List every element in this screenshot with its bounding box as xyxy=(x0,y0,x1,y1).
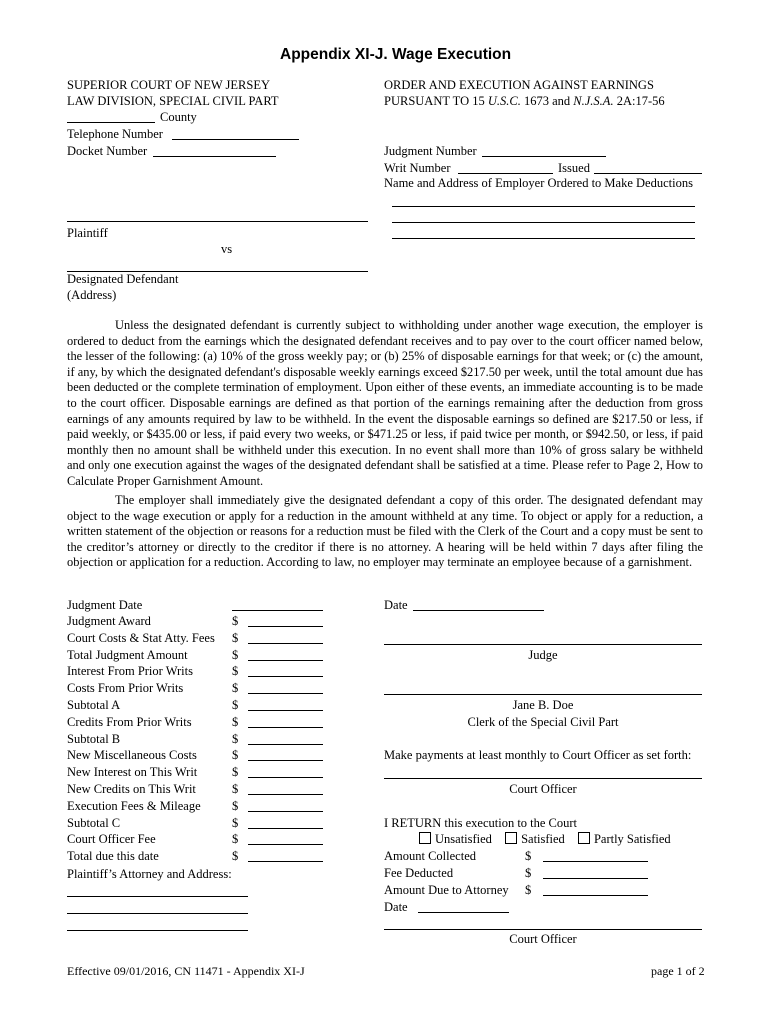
court-name: SUPERIOR COURT OF NEW JERSEY xyxy=(67,78,270,92)
ledger-item-currency: $ xyxy=(232,714,239,729)
writ-number-label: Writ Number xyxy=(384,161,451,175)
employer-label: Name and Address of Employer Ordered to Make Deductions xyxy=(384,176,693,190)
versus-label: vs xyxy=(221,242,233,256)
ledger-item-label: Subtotal B xyxy=(67,731,121,746)
clerk-signature-line[interactable] xyxy=(384,694,702,695)
plaintiff-input[interactable] xyxy=(67,221,368,222)
ledger-item-input[interactable] xyxy=(248,727,323,728)
docket-input[interactable] xyxy=(153,156,276,157)
unsatisfied-checkbox[interactable] xyxy=(419,832,431,844)
partly-satisfied-option[interactable]: Partly Satisfied xyxy=(578,832,671,846)
sign-date-label: Date xyxy=(384,598,408,612)
ledger-item-label: New Credits on This Writ xyxy=(67,782,196,796)
ledger-item-input[interactable] xyxy=(248,861,323,862)
ledger-item-input[interactable] xyxy=(248,760,323,761)
ledger-item-input[interactable] xyxy=(248,660,323,661)
court-division: LAW DIVISION, SPECIAL CIVIL PART xyxy=(67,94,279,108)
issued-input[interactable] xyxy=(594,173,702,174)
return-heading: I RETURN this execution to the Court xyxy=(384,816,578,830)
ledger-item-currency: $ xyxy=(232,815,239,830)
ledger-item-input[interactable] xyxy=(248,777,323,778)
ledger-item-input[interactable] xyxy=(248,710,323,711)
ledger-item-currency: $ xyxy=(232,614,239,628)
ledger-item-input[interactable] xyxy=(248,844,323,845)
ledger-item-currency: $ xyxy=(232,664,239,679)
ledger-item-currency: $ xyxy=(232,798,239,813)
telephone-label: Telephone Number xyxy=(67,127,163,141)
defendant-label: Designated Defendant xyxy=(67,272,179,286)
footer-effective: Effective 09/01/2016, CN 11471 - Appendix XI-J xyxy=(67,964,305,978)
ledger-item-input[interactable] xyxy=(248,811,323,812)
partly-satisfied-checkbox[interactable] xyxy=(578,832,590,844)
ledger-item-label: Judgment Award xyxy=(67,614,151,628)
attorney-line-3[interactable] xyxy=(67,930,248,931)
withholding-paragraph: Unless the designated defendant is currently subject to withholding under another wage execution, the employer is ordered to deduct from the earnings which the designated defendant receives and to pay over to the court officer named below, the lesser of the following: (a) 10% of the gross weekly pay; or (b) 25% of disposable earnings for that week; or (c) the amount, if any, by which the designated defendant's disposable weekly earnings exceed $217.50 per week, until the total amount due has been deducted or the complete termination of employment. Upon either of these events, an immediate accounting is to be made to the court officer. Disposable earnings are defined as that portion of the earnings remaining after the deduction from gross earnings of any amounts required by law to be withheld. In the event the disposable earnings so defined are $217.50 or less, if paid weekly, or $435.00 or less, if paid every two weeks, or $471.25 or less, if paid twice per month, or $942.50, or less, if paid monthly then no amount shall be withheld under this execution. In no event shall more than 10% of gross salary be withheld and only one execution against the wages of the designated defendant shall be satisfied at a time. Please refer to Page 2, How to Calculate Proper Garnishment Amount. xyxy=(67,318,703,488)
judgment-date-input[interactable] xyxy=(232,610,323,611)
writ-number-input[interactable] xyxy=(458,173,553,174)
return-date-label: Date xyxy=(384,900,408,914)
payments-instruction: Make payments at least monthly to Court Officer as set forth: xyxy=(384,748,692,762)
page-title: Appendix XI-J. Wage Execution xyxy=(280,46,512,63)
amount-due-label: Amount Due to Attorney xyxy=(384,883,509,897)
court-officer-line[interactable] xyxy=(384,778,702,779)
county-label: County xyxy=(160,110,197,124)
return-options xyxy=(419,832,681,847)
judgment-number-input[interactable] xyxy=(482,156,606,157)
return-officer-label: Court Officer xyxy=(509,932,577,946)
attorney-line-2[interactable] xyxy=(67,913,248,914)
amount-collected-input[interactable] xyxy=(543,861,648,862)
ledger-item-label: Subtotal C xyxy=(67,815,121,830)
issued-label: Issued xyxy=(558,161,590,175)
ledger-item-label: Total Judgment Amount xyxy=(67,647,188,662)
amount-due-input[interactable] xyxy=(543,895,648,896)
ledger-item-currency: $ xyxy=(232,731,239,746)
employer-line-1[interactable] xyxy=(392,206,695,207)
county-input[interactable] xyxy=(67,122,155,123)
ledger-item-input[interactable] xyxy=(248,626,323,627)
ledger-item-label: Court Officer Fee xyxy=(67,832,156,847)
ledger-item-label: Total due this date xyxy=(67,849,159,864)
ledger-item-currency: $ xyxy=(232,782,239,796)
page-number: page 1 of 2 xyxy=(651,964,705,978)
ledger-item-input[interactable] xyxy=(248,794,323,795)
sign-date-input[interactable] xyxy=(413,610,544,611)
plaintiff-label: Plaintiff xyxy=(67,226,108,240)
ledger-item-input[interactable] xyxy=(248,676,323,677)
return-date-input[interactable] xyxy=(418,912,509,913)
fee-deducted-label: Fee Deducted xyxy=(384,866,454,880)
amount-due-currency: $ xyxy=(525,883,532,897)
docket-label: Docket Number xyxy=(67,144,148,158)
ledger-item-label: Interest From Prior Writs xyxy=(67,664,193,679)
objection-paragraph: The employer shall immediately give the designated defendant a copy of this order. The designated defendant may object to the wage execution or apply for a reduction in the amount withheld at any time. To object or apply for a reduction, a written statement of the objection or reasons for a reduction must be filed with the Clerk of the Court and a copy must be sent to the creditor’s attorney or directly to the creditor if there is no attorney. A hearing will be held within 7 days after filing the objection or application for a reduction. According to law, no employer may terminate an employee because of a garnishment. xyxy=(67,493,703,570)
satisfied-option[interactable]: Satisfied xyxy=(505,832,565,846)
ledger-item-currency: $ xyxy=(232,647,239,662)
ledger-item-currency: $ xyxy=(232,765,239,780)
ledger-item-input[interactable] xyxy=(248,643,323,644)
ledger-item-currency: $ xyxy=(232,832,239,847)
ledger-item-label: Court Costs & Stat Atty. Fees xyxy=(67,630,215,645)
order-title: ORDER AND EXECUTION AGAINST EARNINGS xyxy=(384,78,654,92)
employer-line-2[interactable] xyxy=(392,222,695,223)
ledger-item-label: Execution Fees & Mileage xyxy=(67,798,201,813)
clerk-name: Jane B. Doe xyxy=(512,698,574,712)
ledger-item-label: New Miscellaneous Costs xyxy=(67,748,197,763)
court-officer-label: Court Officer xyxy=(509,782,577,796)
judge-label: Judge xyxy=(528,648,558,662)
return-officer-line[interactable] xyxy=(384,929,702,930)
amount-collected-label: Amount Collected xyxy=(384,849,476,863)
satisfied-checkbox[interactable] xyxy=(505,832,517,844)
order-statute: PURSUANT TO 15 U.S.C. 1673 and N.J.S.A. 2A:17-56 xyxy=(384,94,665,108)
ledger-item-label: Subtotal A xyxy=(67,698,121,712)
fee-deducted-currency: $ xyxy=(525,866,532,880)
ledger-item-currency: $ xyxy=(232,748,239,763)
clerk-title: Clerk of the Special Civil Part xyxy=(467,715,619,729)
judge-signature-line[interactable] xyxy=(384,644,702,645)
attorney-label: Plaintiff’s Attorney and Address: xyxy=(67,867,232,881)
attorney-line-1[interactable] xyxy=(67,896,248,897)
ledger-item-label: Credits From Prior Writs xyxy=(67,714,192,729)
amount-collected-currency: $ xyxy=(525,849,532,863)
defendant-address-label: (Address) xyxy=(67,288,117,302)
judgment-number-label: Judgment Number xyxy=(384,144,477,158)
ledger-item-currency: $ xyxy=(232,681,239,696)
ledger-item-input[interactable] xyxy=(248,693,323,694)
ledger-item-currency: $ xyxy=(232,698,239,712)
ledger-item-currency: $ xyxy=(232,630,239,645)
ledger-item-label: New Interest on This Writ xyxy=(67,765,198,780)
unsatisfied-option[interactable]: Unsatisfied xyxy=(419,832,492,846)
telephone-input[interactable] xyxy=(172,139,299,140)
ledger-item-label: Costs From Prior Writs xyxy=(67,681,184,696)
fee-deducted-input[interactable] xyxy=(543,878,648,879)
ledger-item-input[interactable] xyxy=(248,744,323,745)
ledger-item-currency: $ xyxy=(232,849,239,864)
ledger-item-input[interactable] xyxy=(248,828,323,829)
judgment-date-label: Judgment Date xyxy=(67,598,143,612)
employer-line-3[interactable] xyxy=(392,238,695,239)
